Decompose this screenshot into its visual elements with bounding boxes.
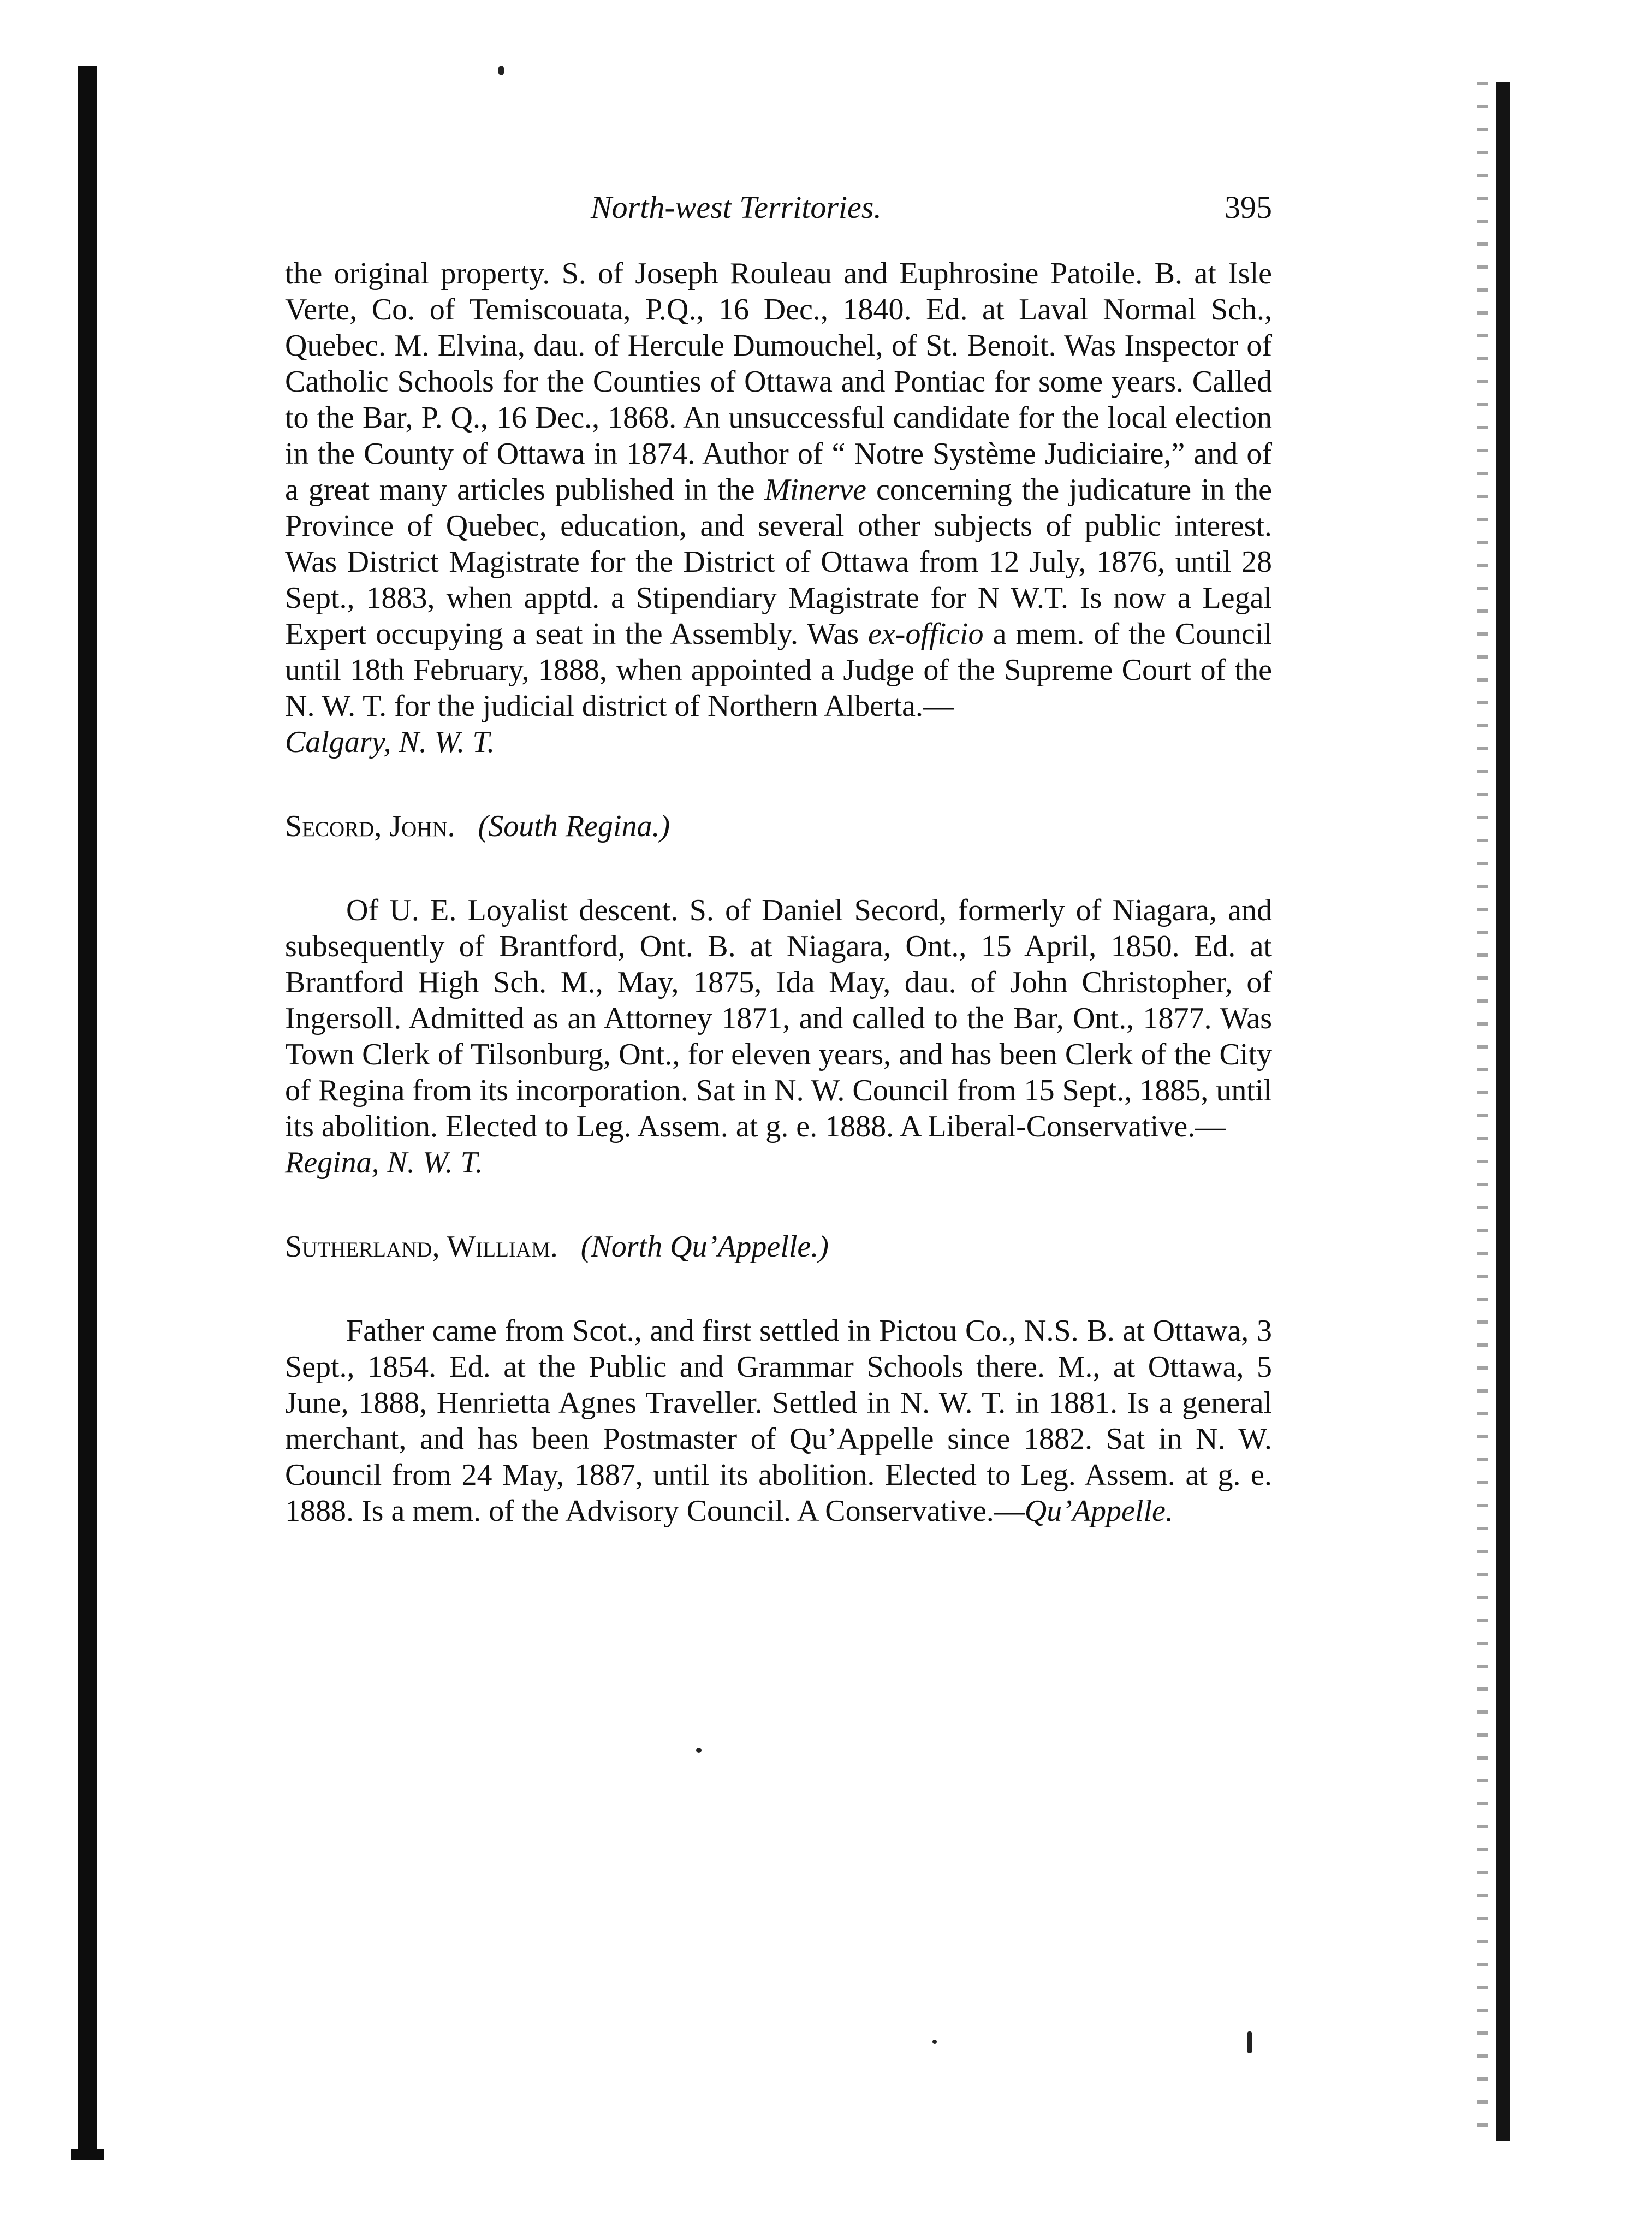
entry-secord-body xyxy=(285,892,1272,1181)
binding-spine-texture xyxy=(1477,82,1488,2141)
newspaper-title: Minerve xyxy=(764,473,867,507)
entry-secord-constituency: (South Regina.) xyxy=(478,809,670,843)
body-text xyxy=(285,256,1272,1529)
entry-sutherland-constituency: (North Qu’Appelle.) xyxy=(580,1230,829,1264)
ink-speck xyxy=(1247,2031,1252,2053)
entry-rouleau-text-2: concerning the judicature in the Province of Quebec, education, and several other subjects of public interest. Was District Magistrate for the District of Ottawa from 12 July, 1876, until 28 Sept., 1883, when apptd. a Stipendiary Magistrate for N W.T. Is now a Legal Expert occupying a seat in the Assembly. Was xyxy=(285,473,1272,651)
entry-rouleau-text-1: the original property. S. of Joseph Rouleau and Euphrosine Patoile. B. at Isle Verte, Co. of Temiscouata, P.Q., 16 Dec., 1840. Ed. at Laval Normal Sch., Quebec. M. Elvina, dau. of Hercule Dumouchel, of St. Benoit. Was Inspector of Catholic Schools for the Counties of Ottawa and Pontiac for some years. Called to the Bar, P. Q., 16 Dec., 1868. An unsuccessful candidate for the local election in the County of Ottawa in 1874. Author of “ Notre Système Judiciaire,” and of a great many articles published in the xyxy=(285,257,1272,507)
entry-secord-heading xyxy=(285,808,1272,844)
page-edge-shadow-right xyxy=(1496,82,1510,2141)
page-edge-shadow-left-foot xyxy=(71,2149,104,2160)
entry-secord-name: Secord, John. xyxy=(285,809,455,843)
entry-rouleau-residence: Calgary, N. W. T. xyxy=(285,725,495,759)
entry-secord-residence: Regina, N. W. T. xyxy=(285,1146,483,1180)
page-number: 395 xyxy=(1225,189,1272,225)
ink-speck xyxy=(696,1748,702,1753)
running-title: North-west Territories. xyxy=(591,189,882,225)
ink-speck xyxy=(932,2040,937,2044)
entry-sutherland-heading xyxy=(285,1229,1272,1265)
entry-sutherland-text: Father came from Scot., and first settled in Pictou Co., N.S. B. at Ottawa, 3 Sept., 1854. Ed. at the Public and Grammar Schools there. M., at Ottawa, 5 June, 1888, Henrietta Agnes Traveller. Settled in N. W. T. in 1881. Is a general merchant, and has been Postmaster of Qu’Appelle since 1882. Sat in N. W. Council from 24 May, 1887, until its abolition. Elected to Leg. Assem. at g. e. 1888. Is a mem. of the Advisory Council. A Conservative.— xyxy=(285,1314,1272,1528)
running-header xyxy=(285,186,1272,229)
entry-rouleau-continued xyxy=(285,256,1272,760)
entry-sutherland-residence: Qu’Appelle. xyxy=(1024,1494,1173,1528)
ink-speck xyxy=(498,66,504,75)
entry-sutherland-name: Sutherland, William. xyxy=(285,1230,558,1264)
page-edge-shadow-left xyxy=(78,66,97,2157)
entry-secord-text: Of U. E. Loyalist descent. S. of Daniel Secord, formerly of Niagara, and subsequently of Brantford, Ont. B. at Niagara, Ont., 15 April, 1850. Ed. at Brantford High Sch. M., May, 1875, Ida May, dau. of John Christopher, of Ingersoll. Admitted as an Attorney 1871, and called to the Bar, Ont., 1877. Was Town Clerk of Tilsonburg, Ont., for eleven years, and has been Clerk of the City of Regina from its incorporation. Sat in N. W. Council from 15 Sept., 1885, until its abolition. Elected to Leg. Assem. at g. e. 1888. A Liberal-Conservative.— xyxy=(285,893,1272,1144)
latin-term: ex-officio xyxy=(868,617,984,651)
entry-sutherland-body xyxy=(285,1313,1272,1529)
entry-rouleau-text-3: a mem. of the Council until 18th February, 1888, when appointed a Judge of the Supreme Court of the N. W. T. for the judicial district of Northern Alberta.— xyxy=(285,617,1272,723)
